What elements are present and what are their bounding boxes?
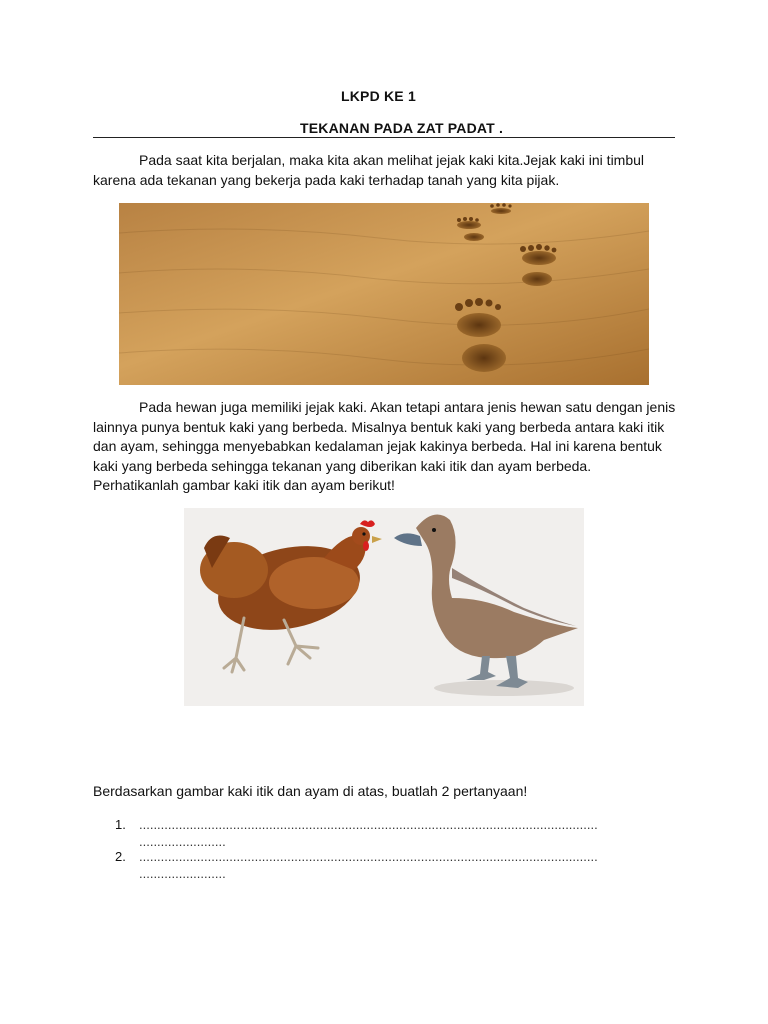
worksheet-title: LKPD KE 1	[341, 88, 416, 104]
question-number: 2.	[115, 849, 126, 864]
footprints-image	[119, 203, 649, 385]
chicken-duck-image	[184, 508, 584, 706]
question-number: 1.	[115, 817, 126, 832]
answer-line[interactable]: ...............................................................................................................................	[139, 817, 598, 832]
animal-paragraph-text: Pada hewan juga memiliki jejak kaki. Akan tetapi antara jenis hewan satu dengan jenis lainnya punya bentuk kaki yang berbeda. Misalnya bentuk kaki yang berbeda antara kaki itik dan ayam, sehingga menyebabkan kedalaman jejak kakinya berbeda. Hal ini karena bentuk kaki yang berbeda sehingga tekanan yang diberikan kaki itik dan ayam berbeda. Perhatikanlah gambar kaki itik dan ayam berikut!	[93, 399, 676, 493]
worksheet-topic: TEKANAN PADA ZAT PADAT .	[300, 120, 504, 136]
intro-paragraph-text: Pada saat kita berjalan, maka kita akan melihat jejak kaki kita.Jejak kaki ini timbul karena ada tekanan yang bekerja pada kaki terhadap tanah yang kita pijak.	[93, 152, 645, 188]
animal-paragraph	[93, 398, 678, 496]
title-divider	[93, 137, 675, 138]
answer-line[interactable]: ...............................................................................................................................	[139, 849, 598, 864]
instruction-text: Berdasarkan gambar kaki itik dan ayam di atas, buatlah 2 pertanyaan!	[93, 783, 528, 799]
answer-line-continuation[interactable]: ........................	[139, 834, 226, 849]
answer-line-continuation[interactable]: ........................	[139, 866, 226, 881]
intro-paragraph	[93, 151, 678, 190]
